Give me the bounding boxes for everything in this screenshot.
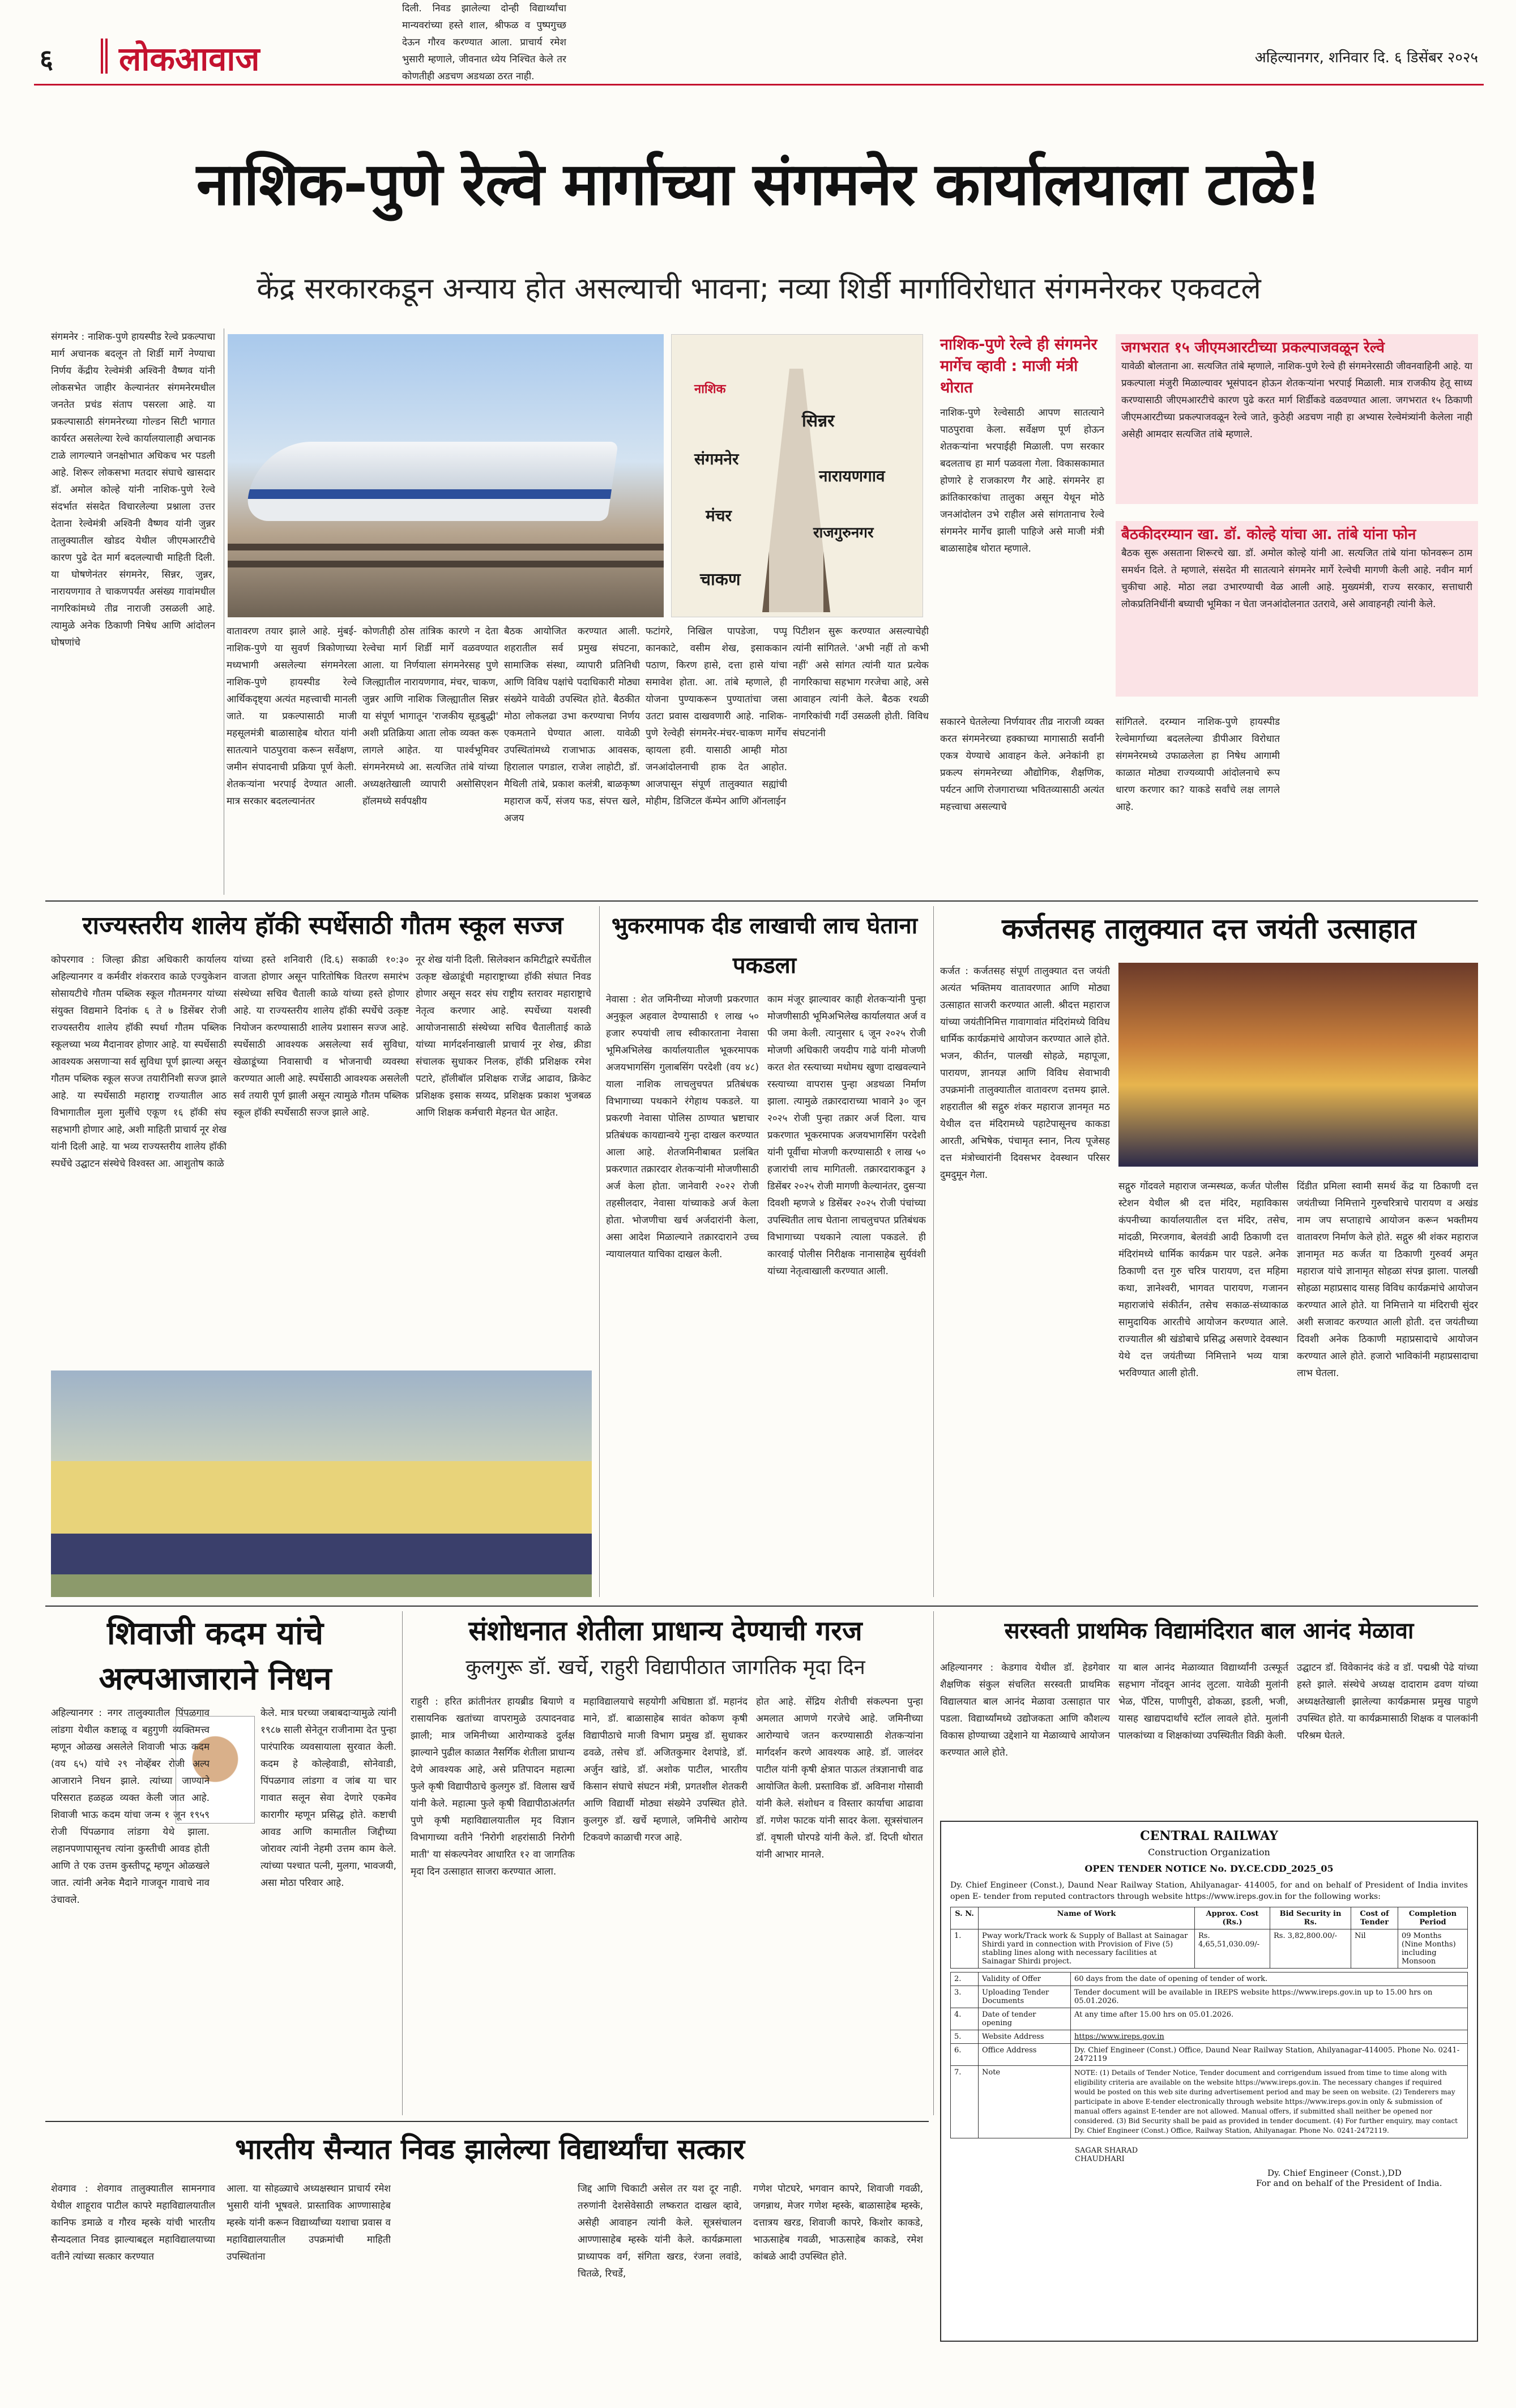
map-label-nashik: नाशिक (694, 382, 726, 396)
table-row: 1. Pway work/Track work & Supply of Ballast at Sainagar Shirdi yard in connection with Provision of Five (5) stabling lines along with necessary facilities at Sainagar Shirdi project. Rs. 4,65,51,030.09/- Rs. 3,82,800.00/- Nil 09 Months (Nine Months) including Monsoon (951, 1929, 1468, 1969)
train-photo (228, 334, 664, 617)
army-column-5: गणेश पोटघरे, भगवान कापरे, शिवाजी गवळी, जगन्नाथ, मेजर गणेश म्हस्के, बाळासाहेब म्हस्के, दत्तात्रय खरड, शिवाजी कापरे, किशोर काकडे, भाऊसाहेब गवळी, भाऊसाहेब काकडे, रमेश कांबळे आदी उपस्थित होते. (753, 2183, 923, 2262)
tender-table (950, 1907, 1468, 1969)
page-number: ६ (40, 44, 53, 74)
kolhe-box-title: बैठकीदरम्यान खा. डॉ. कोल्हे यांचा आ. तांबे यांना फोन (1121, 526, 1416, 543)
newspaper-logo: लोकआवाज (119, 40, 260, 78)
lead-column-4: बैठक आयोजित करण्यात आली. शहरातील सर्व प्रमुख संघटना, सामाजिक संस्था, व्यापारी प्रतिनिधी आणि विविध पक्षांचे पदाधिकारी मोठ्या संख्येने यावेळी उपस्थित होते. बैठकीत मोठा लोकलढा उभा करण्याचा निर्णय एकमताने घेण्यात आला. यावेळी उपस्थितांमध्ये राजाभाऊ आवसक, हिरालाल पगडाल, राजेश लाहोटी, डॉ. मैथिली तांबे, प्रकाश कलंत्री, बाळकृष्ण महाराज कर्पे, संजय फड, संपत्त खले, अजय (504, 626, 640, 824)
datta-column-2: सद्गुरु गोंदवले महाराज जन्मस्थळ, कर्जत पोलीस स्टेशन येथील श्री दत्त मंदिर, महाविकास कंपनीच्या कार्यालयातील दत्त मंदिर, तसेच, मांदळी, मिरजगाव, बेलवंडी आदी ठिकाणी दत्त मंदिरांमध्ये धार्मिक कार्यक्रम पार पडले. अनेक ठिकाणी दत्त गुरु चरित्र पारायण, दत्त महिमा कथा, ज्ञानेश्वरी, भागवत पारायण, गजानन महाराजांचे संकीर्तन, तसेच सकाळ-संध्याकाळ सामुदायिक आरतीचे आयोजन करण्यात आले. राज्यातील श्री खंडोबाचे प्रसिद्ध असणारे देवस्थान येथे दत्त जयंतीच्या निमित्ताने भव्य यात्रा भरविण्यात आली होती. (1118, 1181, 1288, 1379)
soil-column-3: होत आहे. सेंद्रिय शेतीची संकल्पना पुन्हा अमलात आणणे गरजेचे आहे. जमिनीच्या आरोग्याचे जतन करण्यासाठी शेतकऱ्यांना मार्गदर्शन करणे आवश्यक आहे. डॉ. जालंदर पाटील यांनी कृषी क्षेत्रात पाऊल तंत्रज्ञानाची वाढ आयोजित केली. प्रस्ताविक डॉ. अविनाश गोसावी यांनी केले. संशोधन व विस्तार कार्याचा आढावा डॉ. गणेश फाटक यांनी सादर केला. सूत्रसंचालन डॉ. वृषाली घोरपडे यांनी केले. डॉ. दिप्ती थोरात यांनी आभार मानले. (756, 1696, 923, 1860)
table-row: 6. Office Address Dy. Chief Engineer (Const.) Office, Daund Near Railway Station, Ahilyanagar-414005. Phone No. 0241-2472119 (951, 2044, 1468, 2066)
kolhe-continued-2: सांगितले. दरम्यान नाशिक-पुणे हायस्पीड रेल्वेमार्गाच्या बदललेल्या डीपीआर विरोधात संगमनेरमध्ये उफाळलेला हा निषेध आगामी काळात मोठ्या राज्यव्यापी आंदोलनाचे रूप धारण करणार का? याकडे सर्वांचे लक्ष लागले आहे. (1116, 716, 1280, 813)
tender-signer-for: For and on behalf of the President of India. (1256, 2178, 1442, 2188)
tender-org: CENTRAL RAILWAY (1140, 1829, 1278, 1843)
tender-details-table (950, 1972, 1468, 2138)
masthead (34, 34, 1484, 79)
soil-column-1: राहुरी : हरित क्रांतीनंतर हायब्रीड बियाणे व रासायनिक खतांच्या वापरामुळे उत्पादनवाढ झाली; मात्र जमिनीच्या आरोग्याकडे दुर्लक्ष झाल्याने पुढील काळात नैसर्गिक शेतीला प्राधान्य देणे आवश्यक आहे, असे प्रतिपादन महात्मा फुले कृषी विद्यापीठाचे कुलगुरु डॉ. विलास खर्चे यांनी केले. महात्मा फुले कृषी विद्यापीठाअंतर्गत पुणे कृषी महाविद्यालयातील मृद विज्ञान विभागाच्या वतीने 'निरोगी शहरांसाठी निरोगी माती' या संकल्पनेवर आधारित १२ वा जागतिक मृदा दिन उत्साहात साजरा करण्यात आला. (411, 1696, 575, 1877)
army-column-4: जिद्द आणि चिकाटी असेल तर यश दूर नाही. तरुणांनी देशसेवेसाठी लष्करात दाखल व्हावे, असेही आवाहन त्यांनी केले. सूत्रसंचालन आण्णासाहेब म्हस्के यांनी केले. कार्यक्रमाला प्राध्यापक वर्ग, संगिता खरड, रंजना लवांडे, चितळे, रिचर्डे, (578, 2183, 742, 2279)
tender-website-link[interactable]: https://www.ireps.gov.in (1071, 2030, 1468, 2044)
army-column-3: दिली. निवड झालेल्या दोन्ही विद्यार्थ्यांचा मान्यवरांच्या हस्ते शाल, श्रीफळ व पुष्पगुच्छ देऊन गौरव करण्यात आला. प्राचार्य रमेश भुसारी म्हणाले, जीवनात ध्येय निश्चित केले तर कोणतीही अडचण अडथळा ठरत नाही. (402, 3, 566, 82)
tender-notice-number: OPEN TENDER NOTICE No. DY.CE.CDD_2025_05 (1084, 1863, 1334, 1874)
map-label-chakan: चाकण (700, 570, 741, 590)
hockey-column-2: यांच्या हस्ते शनिवारी (दि.६) सकाळी १०:३० वाजता होणार असून पारितोषिक वितरण समारंभ संस्थेच्या सचिव चैताली काळे यांच्या हस्ते होणार आहे. या राज्यस्तरीय शालेय हॉकी स्पर्धेचे उत्कृष्ट नियोजन करण्यासाठी शालेय प्रशासन सज्ज आहे. स्पर्धेसाठी आवश्यक असलेल्या सर्व सुविधा, खेळाडूंच्या निवासाची व भोजनाची व्यवस्था करण्यात आली आहे. स्पर्धेसाठी आवश्यक असलेली सर्व तयारी पूर्ण झाली असून त्यामुळे गौतम पब्लिक स्कूल हॉकी स्पर्धेसाठी सज्ज झाले आहे. (233, 954, 409, 1118)
lead-column-3: कोणतीही ठोस तांत्रिक कारणे न देता रेल्वेचा मार्ग शिर्डी मार्गे वळवण्यात आला. या निर्णयाला संगमनेरसह पुणे जिल्ह्यातील नारायणगाव, मंचर, चाकण, जुन्नर आणि नाशिक जिल्ह्यातील सिन्नर या संपूर्ण भागातून 'राजकीय सूडबुद्धी' अशी प्रतिक्रिया आता लोक व्यक्त करू लागले आहेत. या पार्श्वभूमिवर संगमनेरमध्ये आ. सत्यजित तांबे यांच्या अध्यक्षतेखाली व्यापारी असोसिएशन हॉलमध्ये सर्वपक्षीय (362, 626, 498, 807)
map-label-sinnar: सिन्नर (802, 411, 835, 431)
saraswati-column-1: अहिल्यानगर : केडगाव येथील डॉ. हेडगेवार शैक्षणिक संकुल संचलित सरस्वती प्राथमिक विद्यालयात बाल आनंद मेळावा उत्साहात पार पडला. विद्यार्थ्यांमध्ये उद्योजकता आणि कौशल्य विकास होण्याच्या उद्देशाने या मेळाव्याचे आयोजन करण्यात आले होते. (940, 1662, 1110, 1758)
tender-intro: Dy. Chief Engineer (Const.), Daund Near Railway Station, Ahilyanagar- 414005, for and on behalf of President of India invites open E- tender from reputed contractors through website https://www.ireps.gov.in for the following works: (950, 1881, 1468, 1901)
soil-column-2: महाविद्यालयाचे सहयोगी अधिष्ठाता डॉ. महानंद माने, डॉ. बाळासाहेब सावंत कोकण कृषी विद्यापीठाचे माजी विभाग प्रमुख डॉ. सुधाकर ढवळे, तसेच डॉ. अजितकुमार देशपांडे, डॉ. अर्जुन खांडे, डॉ. अशोक पाटील, भारतीय किसान संघाचे संघटन मंत्री, प्रगतशील शेतकरी आणि विद्यार्थी मोठ्या संख्येने उपस्थित होते. कुलगुरु डॉ. खर्चे म्हणाले, जमिनीचे आरोग्य टिकवणे काळाची गरज आहे. (583, 1696, 748, 1843)
datta-headline: कर्जतसह तालुक्यात दत्त जयंती उत्साहात (1002, 912, 1416, 945)
lead-headline: नाशिक-पुणे रेल्वे मार्गाच्या संगमनेर कार्यालयाला टाळे! (196, 150, 1322, 219)
map-label-sangamner: संगमनेर (694, 450, 739, 468)
table-row: 7. Note NOTE: (1) Details of Tender Notice, Tender document and corrigendum issued from time to time along with eligibility criteria are available on the website https://www.ireps.gov.in. The necessary changes if required would be posted on this web site during advertisement period and may be seen on website. (2) Tenderers may participate in above E-tender electronically through website https://www.ireps.gov.in only & submission of manual offers against E-tender are not allowed. Manual offers, if submitted shall neither be opened nor considered. (3) Bid Security shall be paid as provided in tender document. (4) For further enquiry, may contact Dy. Chief Engineer (Const.) Office, Railway Station, Ahilyanagar. Phone No. 0241-2472119. (951, 2066, 1468, 2138)
hockey-column-1: कोपरगाव : जिल्हा क्रीडा अधिकारी कार्यालय अहिल्यानगर व कर्मवीर शंकरराव काळे एज्युकेशन सोसायटीचे गौतम पब्लिक स्कूल गौतमनगर यांच्या संयुक्त विद्यमाने दिनांक ६ ते ७ डिसेंबर रोजी राज्यस्तरीय शालेय हॉकी स्पर्धा गौतम पब्लिक स्कूलच्या भव्य मैदानावर होणार आहे. या स्पर्धेसाठी आवश्यक असणाऱ्या सर्व सुविधा पूर्ण झाल्या असून गौतम पब्लिक स्कूल सज्ज तयारीनिशी सज्ज झाले आहे. या स्पर्धेसाठी महाराष्ट्र राज्यातील आठ विभागातील मुला मुलींचे एकूण १६ हॉकी संघ सहभागी होणार आहे, अशी माहिती प्राचार्य नूर शेख यांनी दिली आहे. या भव्य राज्यस्तरीय शालेय हॉकी स्पर्धेचे उद्घाटन संस्थेचे विश्वस्त आ. आशुतोष काळे (51, 954, 227, 1169)
map-label-manchar: मंचर (706, 506, 732, 525)
bullet-train-shape (245, 442, 618, 521)
saraswati-column-2: या बाल आनंद मेळाव्यात विद्यार्थ्यांनी उत्स्फूर्त सहभाग नोंदवून आनंद लुटला. यावेळी मुलांनी भेळ, पॅटिस, पाणीपुरी, ढोकळा, इडली, भजी, यासह खाद्यपदार्थांचे स्टॉल लावले होते. मुलांनी पालकांच्या व शिक्षकांच्या उपस्थितीत विक्री केली. (1118, 1662, 1288, 1741)
map-label-narayangaon: नारायणगाव (819, 467, 885, 485)
tender-col-work: Name of Work (979, 1907, 1195, 1929)
dateline: अहिल्यानगर, शनिवार दि. ६ डिसेंबर २०२५ (1254, 49, 1478, 66)
table-row: 4. Date of tender opening At any time after 15.00 hrs on 05.01.2026. (951, 2008, 1468, 2030)
army-headline: भारतीय सैन्यात निवड झालेल्या विद्यार्थ्यांचा सत्कार (235, 2133, 745, 2166)
kolhe-box (1116, 521, 1478, 697)
obit-column-1: अहिल्यानगर : नगर तालुक्यातील पिंपळगाव लांडगा येथील कष्टाळू व बहुगुणी व्यक्तिमत्त्व म्हणून ओळख असलेले शिवाजी भाऊ कदम (वय ६५) यांचे २९ नोव्हेंबर रोजी अल्प आजाराने निधन झाले. त्यांच्या जाण्याने परिसरात हळहळ व्यक्त केली जात आहे. शिवाजी भाऊ कदम यांचा जन्म १ जून १९५९ रोजी पिंपळगाव लांडगा येथे झाला. लहानपणापासूनच त्यांना कुस्तीची आवड होती आणि ते एक उत्तम कुस्तीपटू म्हणून ओळखले जात. त्यांनी अनेक मैदाने गाजवून गावाचे नाव उंचावले. (51, 1707, 210, 1906)
obit-headline: शिवाजी कदम यांचे अल्पआजाराने निधन (99, 1615, 332, 1697)
tender-dept: Construction Organization (1148, 1847, 1270, 1858)
tender-signer-role: Dy. Chief Engineer (Const.),DD (1267, 2168, 1402, 2178)
kolhe-box-text: बैठक सुरू असताना शिरूरचे खा. डॉ. अमोल कोल्हे यांनी आ. सत्यजित तांबे यांना फोनवरून ठाम समर्थन दिले. ते म्हणाले, संसदेत मी सातत्याने संगमनेर मार्गे रेल्वेची मागणी केली आहे. नवीन मार्ग चुकीचा आहे. मोठा लढा उभारण्याची वेळ आली आहे. मुख्यमंत्री, राज्य सरकार, सत्ताधारी लोकप्रतिनिधींनी बघ्याची भूमिका न घेता जनआंदोलनात उतरावे, असे आवाहनही त्यांनी केले. (1121, 548, 1472, 610)
tender-signer-name: SAGAR SHARAD CHAUDHARI (1075, 2146, 1138, 2163)
army-column-2: आला. या सोहळ्याचे अध्यक्षस्थान प्राचार्य रमेश भुसारी यांनी भूषवले. प्रास्ताविक आण्णासाहेब म्हस्के यांनी करून विद्यार्थ्यांच्या यशाचा प्रवास व महाविद्यालयातील उपक्रमांची माहिती उपस्थितांना (227, 2183, 391, 2262)
tender-col-tender-cost: Cost of Tender (1351, 1907, 1398, 1929)
hockey-headline: राज्यस्तरीय शालेय हॉकी स्पर्धेसाठी गौतम स्कूल सज्ज (82, 911, 563, 940)
soil-headline: संशोधनात शेतीला प्राधान्य देण्याची गरज (468, 1615, 862, 1647)
railway-track-icon (762, 369, 830, 612)
gmrt-box-text: यावेळी बोलताना आ. सत्यजित तांबे म्हणाले, नाशिक-पुणे रेल्वे ही संगमनेरसाठी जीवनवाहिनी आहे. या प्रकल्पाला मंजुरी मिळाल्यावर भूसंपादन होऊन शेतकऱ्यांना भरपाई मिळाली. मात्र राजकीय हेतू साध्य करण्यासाठी जीएमआरटीचे कारण पुढे करत मार्ग शिर्डीकडे वळवण्यात आला. जगभरात १५ ठिकाणी जीएमआरटीच्या प्रकल्पाजवळून रेल्वे जाते, कुठेही अडचण नाही हा अभ्यास रेल्वेमंत्र्यांनी केलेला नाही असेही आमदार सत्यजित तांबे म्हणाले. (1121, 361, 1472, 440)
lead-subheadline: केंद्र सरकारकडून अन्याय होत असल्याची भावना; नव्या शिर्डी मार्गाविरोधात संगमनेरकर एकवटले (257, 272, 1261, 306)
hockey-team-photo (51, 1370, 592, 1597)
kolhe-continued-1: सकारने घेतलेल्या निर्णयावर तीव्र नाराजी व्यक्त करत संगमनेरच्या हक्काच्या मागासाठी सर्वांनी एकत्र येण्याचे आवाहन केले. अनेकांनी हा प्रकल्प संगमनेरच्या औद्योगिक, शैक्षणिक, पर्यटन आणि रोजगाराच्या भवितव्यासाठी अत्यंत महत्त्वाचा असल्याचे (940, 716, 1104, 813)
lead-column-2: वातावरण तयार झाले आहे. मुंबई-नाशिक-पुणे या सुवर्ण त्रिकोणाच्या मध्यभागी असलेल्या संगमनेरला नाशिक-पुणे हायस्पीड रेल्वे आर्थिकदृष्ट्या अत्यंत महत्त्वाची मानली जाते. या प्रकल्पासाठी माजी महसूलमंत्री बाळासाहेब थोरात यांनी सातत्याने पाठपुरावा करून सर्वेक्षण, जमीन संपादनाची प्रक्रिया पूर्ण केली. शेतकऱ्यांना भरपाई देण्यात आली. मात्र सरकार बदलल्यानंतर (227, 626, 357, 807)
gmrt-box (1116, 334, 1478, 504)
hockey-column-3: नूर शेख यांनी दिली. सिलेक्शन कमिटीद्वारे स्पर्धेतील उत्कृष्ट खेळाडूंची महाराष्ट्राच्या हॉकी संघात निवड होणार असून सदर संघ राष्ट्रीय स्तरावर महाराष्ट्राचे नेतृत्व करणार आहे. स्पर्धेच्या यशस्वी आयोजनासाठी संस्थेच्या सचिव चैतालीताई काळे यांच्या मार्गदर्शनाखाली प्राचार्य नूर शेख, क्रीडा संचालक सुधाकर निलक, हॉकी प्रशिक्षक रमेश पटारे, हॉलीबॉल प्रशिक्षक राजेंद्र आढाव, क्रिकेट प्रशिक्षक इसाक सय्यद, प्रशिक्षक प्रकाश भुजबळ आणि शिक्षक कर्मचारी मेहनत घेत आहेत. (416, 954, 591, 1118)
bribe-headline: भुकरमापक दीड लाखाची लाच घेताना पकडला (611, 913, 918, 979)
tender-col-sn: S. N. (951, 1907, 979, 1929)
lead-column-1: संगमनेर : नाशिक-पुणे हायस्पीड रेल्वे प्रकल्पाचा मार्ग अचानक बदलून तो शिर्डी मार्गे नेण्याचा निर्णय केंद्रीय रेल्वेमंत्री अश्विनी वैष्णव यांनी लोकसभेत जाहीर केल्यानंतर संगमनेरमधील जनतेत प्रचंड संताप पसरला आहे. या प्रकल्पासाठी संगमनेरच्या गोल्डन सिटी भागात कार्यरत असलेल्या रेल्वे कार्यालयालाही अचानक टाळे लागल्याने जनक्षोभात अधिकच भर पडली आहे. शिरूर लोकसभा मतदार संघाचे खासदार डॉ. अमोल कोल्हे यांनी नाशिक-पुणे रेल्वे संदर्भात संसदेत विचारलेल्या प्रश्नाला उत्तर देताना रेल्वेमंत्री अश्विनी वैष्णव यांनी जुन्नर तालुक्यातील खोडद येथील जीएमआरटीचे कारण पुढे देत मार्ग बदलल्याची माहिती दिली. या घोषणेनंतर संगमनेर, सिन्नर, जुन्नर, नारायणगाव ते चाकणपर्यंत असंख्य गावांमधील नागरिकांमध्ये तीव्र नाराजी उसळली आहे. त्यामुळे अनेक ठिकाणी निषेध आणि आंदोलन घोषणांचे (51, 331, 215, 648)
lead-column-5: फटांगरे, निखिल पापडेजा, पप्पू कानकाटे, वसीम शेख, इसाककान पठाण, किरण हासे, दत्ता हासे यांचा समावेश होता. आ. तांबे म्हणाले, ही योजना पुण्याकरून पुण्यातांचा जसा उतटा प्रवास दाखवणारी आहे. नाशिक-पुणे रेल्वेही संगमनेर-मंचर-चाकण मार्गेच व्हायला हवी. यासाठी आम्ही मोठा जनआंदोलनाची हाक देत आहोत. आजपासून संपूर्ण तालुक्यात सह्यांची मोहीम, डिजिटल कॅम्पेन आणि ऑनलाईन (646, 626, 787, 807)
soil-subheadline: कुलगुरू डॉ. खर्चे, राहुरी विद्यापीठात जागतिक मृदा दिन (466, 1656, 865, 1679)
bribe-column-2: काम मंजूर झाल्यावर काही शेतकऱ्यांनी पुन्हा मोजणीसाठी भूमिअभिलेख कार्यालयात अर्ज व फी जमा केली. त्यानुसार ६ जून २०२५ रोजी मोजणी अधिकारी जयदीप गाढे यांनी मोजणी करत शेत रस्त्याच्या मधोमध खुणा दाखवल्याने रस्त्याच्या वापरास पुन्हा अडथळा निर्माण झाला. त्यामुळे तक्रारदाराच्या भावाने ३० जून २०२५ रोजी पुन्हा तक्रार अर्ज दिला. याच प्रकरणात भूकरमापक अजयभागसिंग परदेशी यांनी पूर्वीचा मोजणी करण्यासाठी १ लाख ५० हजारांची लाच मागितली. तक्रारदाराकडून ३ डिसेंबर २०२५ रोजी मागणी केल्यानंतर, दुसऱ्या दिवशी म्हणजे ४ डिसेंबर २०२५ रोजी पंचांच्या उपस्थितीत लाच घेताना लाचलुचपत प्रतिबंधक विभागाच्या पथकाने त्याला पकडले. ही कारवाई पोलीस निरीक्षक नानासाहेब सुर्यवंशी यांच्या नेतृत्वाखाली करण्यात आली. (767, 994, 926, 1277)
thorat-box-title: नाशिक-पुणे रेल्वे ही संगमनेर मार्गेच व्हावी : माजी मंत्री थोरात (940, 336, 1098, 396)
datta-column-1: कर्जत : कर्जतसह संपूर्ण तालुक्यात दत्त जयंती अत्यंत भक्तिमय वातावरणात आणि मोठ्या उत्साहात साजरी करण्यात आली. श्रीदत्त महाराज यांच्या जयंतीनिमित्त गावागावांत मंदिरांमध्ये विविध धार्मिक कार्यक्रमांचे आयोजन करण्यात आले होते. भजन, कीर्तन, पालखी सोहळे, महापूजा, पारायण, ज्ञानयज्ञ आणि विविध सेवाभावी उपक्रमांनी तालुक्यातील वातावरण दत्तमय झाले. शहरातील श्री सद्गुरु शंकर महाराज ज्ञानमृत मठ येथील दत्त मंदिरामध्ये पहाटेपासूनच काकडा आरती, अभिषेक, पंचामृत स्नान, नित्य पूजेसह दत्त मंत्रोच्चारांनी दिवसभर देवस्थान परिसर दुमदुमून गेला. (940, 966, 1110, 1181)
tender-notice (940, 1821, 1478, 2342)
tender-col-period: Completion Period (1398, 1907, 1468, 1929)
route-map-graphic (671, 334, 923, 617)
army-column-1: शेवगाव : शेवगाव तालुक्यातील सामनगाव येथील शाहूराव पाटील कापरे महाविद्यालयातील कानिफ डमाळे व गौरव म्हस्के यांची भारतीय सैन्यदलात निवड झाल्याबद्दल महाविद्यालयाच्या वतीने त्यांच्या सत्कार करण्यात (51, 2183, 215, 2262)
thorat-box (940, 334, 1104, 702)
bribe-column-1: नेवासा : शेत जमिनीच्या मोजणी प्रकरणात अनुकूल अहवाल देण्यासाठी १ लाख ५० हजार रुपयांची लाच स्वीकारताना नेवासा भूमिअभिलेख कार्यालयातील भूकरमापक अजयभागसिंग गुलाबसिंग परदेशी (वय ४८) याला नाशिक लाचलुचपत प्रतिबंधक विभागाच्या पथकाने रंगेहाथ पकडले. या प्रकरणी नेवासा पोलिस ठाण्यात भ्रष्टाचार प्रतिबंधक कायद्यान्वये गुन्हा दाखल करण्यात आला आहे. शेतजमिनीबाबत प्रलंबित प्रकरणात तक्रारदार शेतकऱ्यांनी मोजणीसाठी अर्ज केला होता. जानेवारी २०२२ रोजी तहसीलदार, नेवासा यांच्याकडे अर्ज केला होता. भोजणीचा खर्च अर्जदारांनी केला, असा आदेश मिळाल्याने तक्रारदाराने उच्च न्यायालयात याचिका दाखल केली. (606, 994, 759, 1260)
map-label-rajgurunagar: राजगुरुनगर (813, 524, 874, 541)
table-row: 5. Website Address https://www.ireps.gov.in (951, 2030, 1468, 2044)
saraswati-column-3: उद्घाटन डॉ. विवेकानंद कंडे व डॉ. पद्मश्री पेढे यांच्या हस्ते झाले. संस्थेचे अध्यक्ष दादाराम ढवण यांच्या अध्यक्षतेखाली झालेल्या कार्यक्रमास प्रमुख पाहुणे उपस्थित होते. या कार्यक्रमासाठी शिक्षक व पालकांनी परिश्रम घेतले. (1297, 1662, 1478, 1741)
thorat-box-text: नाशिक-पुणे रेल्वेसाठी आपण सातत्याने पाठपुरावा केला. सर्वेक्षण पूर्ण होऊन शेतकऱ्यांना भरपाईही मिळाली. पण सरकार बदलताच हा मार्ग पळवला गेला. विकासकामात होणारे हे राजकारण गैर आहे. संगमनेर हा क्रांतिकारकांचा तालुका असून येथून मोठे जनआंदोलन उभे राहील असे सांगतानाच रेल्वे संगमनेर मार्गेच झाली पाहिजे असे माजी मंत्री बाळासाहेब थोरात म्हणाले. (940, 407, 1104, 554)
gmrt-box-title: जगभरात १५ जीएमआरटीच्या प्रकल्पाजवळून रेल्वे (1121, 339, 1385, 356)
saraswati-headline: सरस्वती प्राथमिक विद्यामंदिरात बाल आनंद मेळावा (1004, 1618, 1414, 1644)
table-row: 2. Validity of Offer 60 days from the date of opening of tender of work. (951, 1972, 1468, 1986)
tender-col-cost: Approx. Cost (Rs.) (1195, 1907, 1270, 1929)
datta-temple-photo (1118, 963, 1478, 1167)
tender-col-bid: Bid Security in Rs. (1270, 1907, 1351, 1929)
datta-column-3: दिंडीत प्रमिला स्वामी समर्थ केंद्र या ठिकाणी दत्त जयंतीच्या निमित्ताने गुरुचरित्राचे पारायण व अखंड नाम जप सप्ताहाचे आयोजन करून भक्तीमय वातावरण निर्माण केले होते. सद्गुरु श्री शंकर महाराज ज्ञानामृत मठ कर्जत या ठिकाणी गुरुवर्य अमृत महाराज यांचे ज्ञानामृत सोहळा संपन्न झाला. पालखी सोहळा महाप्रसाद यासह विविध कार्यक्रमांचे आयोजन करण्यात आले होते. या निमित्ताने या मंदिराची सुंदर अशी सजावट करण्यात आली होती. दत्त जयंतीच्या दिवशी अनेक ठिकाणी महाप्रसादाचे आयोजन करण्यात आले होते. हजारो भाविकांनी महाप्रसादाचा लाभ घेतला. (1297, 1181, 1478, 1379)
table-row: 3. Uploading Tender Documents Tender document will be available in IREPS website https://www.ireps.gov.in up to 15.00 hrs on 05.01.2026. (951, 1986, 1468, 2008)
lead-column-6: पिटीशन सुरू करण्यात असल्याचेही त्यांनी सांगितले. 'अभी नहीं तो कभी नहीं' असे सांगत त्यांनी यात प्रत्येक नागरिकाचा सहभाग गरजेचा आहे, असे आवाहन त्यांनी केले. बैठक रथळी नागरिकांची गर्दी उसळली होती. विविध संघटनांनी (793, 626, 929, 739)
obit-column-2: केले. मात्र घरच्या जबाबदाऱ्यामुळे त्यांनी १९८७ साली सेनेतून राजीनामा देत पुन्हा पारंपारिक व्यवसायाला सुरवात केली. कदम हे कोल्हेवाडी, सोनेवाडी, पिंपळगाव लांडगा व जांब या चार गावात सलून सेवा देणारे एकमेव कारागीर म्हणून प्रसिद्ध होते. कष्टाची आवड आणि कामातील जिद्दीच्या जोरावर त्यांनी नेहमी उत्तम काम केले. त्यांच्या पश्चात पत्नी, मुलगा, भावजयी, असा मोठा परिवार आहे. (261, 1707, 396, 1889)
